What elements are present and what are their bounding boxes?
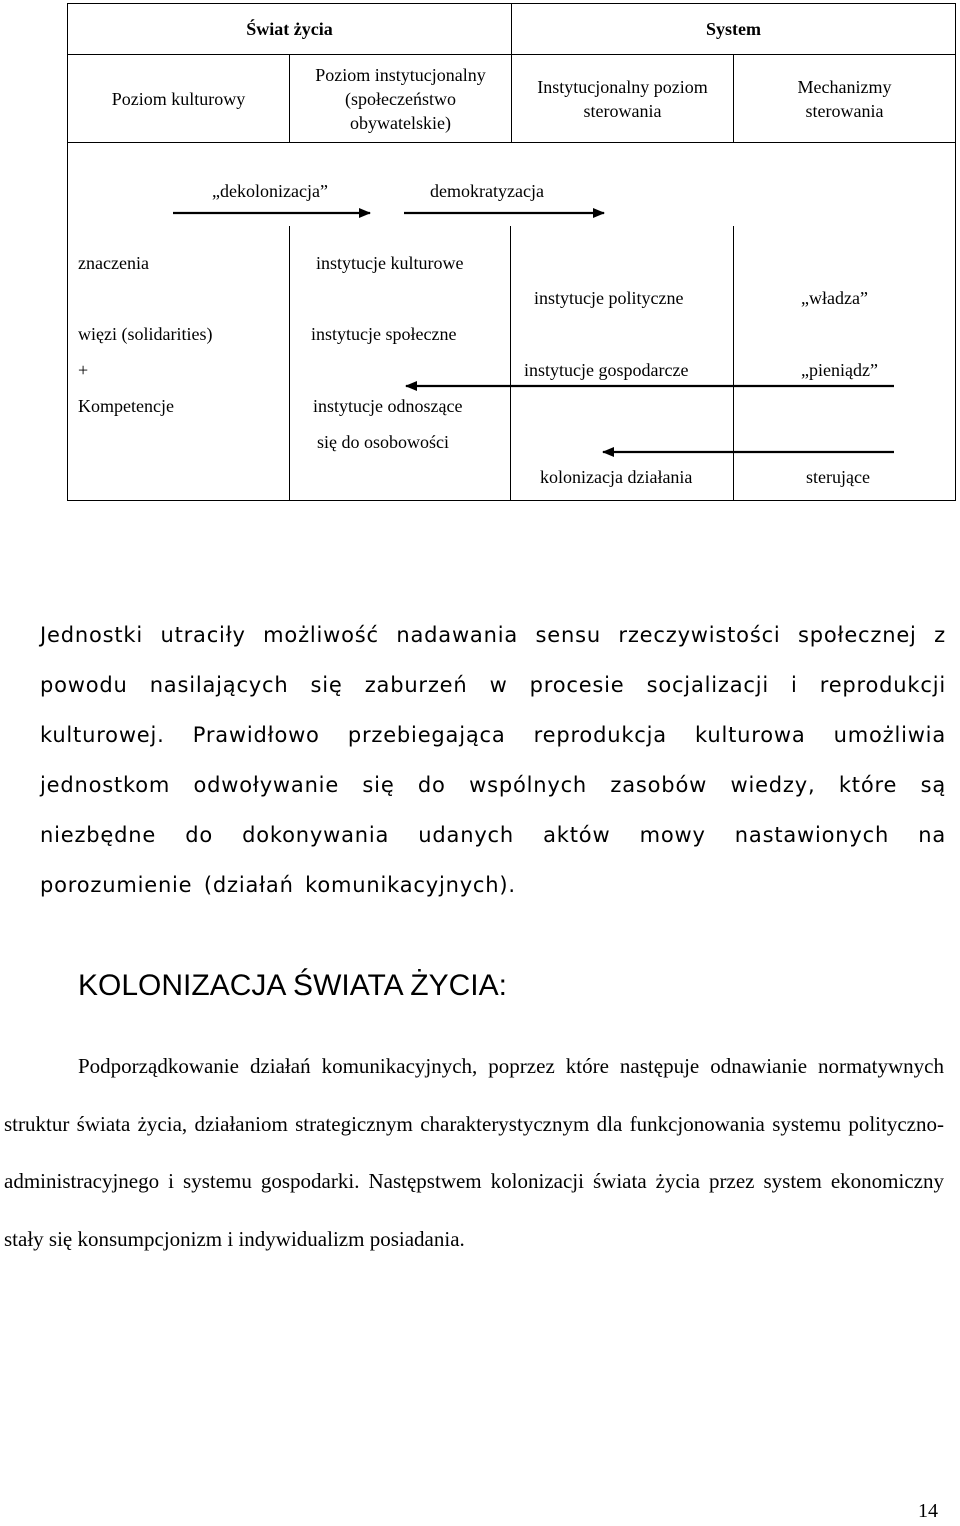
- kolonizacja-label: kolonizacja działania: [540, 467, 693, 487]
- col1-plus: +: [78, 360, 89, 380]
- col2-instytucje-odnoszace: instytucje odnoszące: [313, 396, 463, 416]
- col2-sie-do-osobowosci: się do osobowości: [317, 432, 449, 452]
- col1-wiezi: więzi (solidarities): [78, 324, 213, 344]
- col2-instytucje-spoleczne: instytucje społeczne: [311, 324, 457, 344]
- col1-kompetencje: Kompetencje: [78, 396, 174, 416]
- dekolonizacja-label: „dekolonizacja”: [212, 181, 328, 201]
- col1-znaczenia: znaczenia: [78, 253, 149, 273]
- col4-wladza: „władza”: [801, 288, 868, 308]
- col4-pieniadz: „pieniądz”: [801, 360, 878, 380]
- paragraph-2: Podporządkowanie działań komunikacyjnych, poprzez które następuje odnawianie normatywnych struktur świata życia, działaniom strategicznym charakterystycznym dla funkcjonowania systemu polityczno-administracyjnego i systemu gospodarki. Następstwem kolonizacji świata życia przez system ekonomiczny stały się konsumpcjonizm i indywidualizm posiadania.: [4, 1054, 944, 1251]
- col3-instytucje-polityczne: instytucje polityczne: [534, 288, 684, 308]
- column-header-poziom-kulturowy: Poziom kulturowy: [111, 88, 246, 109]
- header-swiat-zycia: Świat życia: [246, 19, 333, 39]
- col3-instytucje-gospodarcze: instytucje gospodarcze: [524, 360, 689, 380]
- column-header-poziom-instytucjonalny: Poziom instytucjonalny (społeczeństwo obywatelskie): [315, 64, 486, 133]
- page-number: 14: [918, 1500, 938, 1522]
- col2-instytucje-kulturowe: instytucje kulturowe: [316, 253, 464, 273]
- header-system: System: [706, 19, 761, 39]
- demokratyzacja-label: demokratyzacja: [430, 181, 544, 201]
- section-heading: KOLONIZACJA ŚWIATA ŻYCIA:: [78, 969, 507, 1002]
- column-header-mechanizmy-sterowania: Mechanizmy sterowania: [797, 76, 892, 121]
- column-header-instytucjonalny-poziom-sterowania: Instytucjonalny poziom sterowania: [537, 76, 708, 121]
- sterujace-label: sterujące: [806, 467, 870, 487]
- paragraph-1: Jednostki utraciły możliwość nadawania sensu rzeczywistości społecznej z powodu nasilających się zaburzeń w procesie socjalizacji i reprodukcji kulturowej. Prawidłowo przebiegająca reprodukcja kulturowa umożliwia jednostkom odwoływanie się do wspólnych zasobów wiedzy, które są niezbędne do dokonywania udanych aktów mowy nastawionych na porozumienie (działań komunikacyjnych).: [40, 623, 946, 897]
